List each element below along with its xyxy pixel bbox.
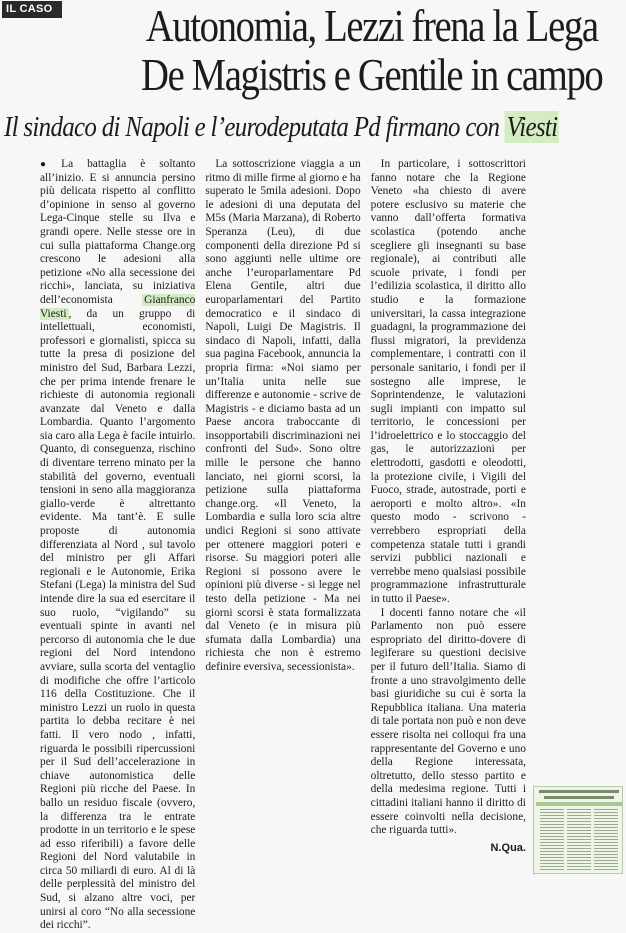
- article-column-2: [205, 158, 360, 858]
- article-column-3: [371, 158, 526, 858]
- subheadline-text: Il sindaco di Napoli e l’eurodeputata Pd firmano con: [4, 111, 505, 143]
- article-paragraph-2: La sottoscrizione viaggia a un ritmo di mille firme al giorno e ha superato le 5mila adesioni. Dopo le adesioni di una deputata del M5s (Maria Marzana), di Roberto Speranza (Leu), di due componenti della direzione Pd si sono aggiunti nelle ultime ore anche l’europarlamentare Pd Elena Gentile, altri due europarlamentari del Partito democratico e il sindaco di Napoli, Luigi De Magistris. Il sindaco di Napoli, infatti, dalla sua pagina Facebook, annuncia la propria firma: «Noi siamo per un’Italia unita nelle sue differenze e autonomie - scrive de Magistris - e diciamo basta ad un Paese ancora traboccante di insopportabili discriminazioni nei confronti del Sud». Sono oltre mille le persone che hanno lanciato, nei giorni scorsi, la petizione sulla piattaforma change.org. «Il Veneto, la Lombardia e sulla loro scia altre undici Regioni si sono attivate per ottenere maggiori poteri e risorse. Su maggiori poteri alle Regioni si possono avere le opinioni più diverse - si legge nel testo della petizione - Ma nei giorni scorsi è stata formalizzata dal Veneto (e in misura più sfumata dalla Lombardia) una richiesta che non è estremo definire eversiva, secessionista».: [205, 158, 361, 673]
- page-thumbnail: [533, 786, 623, 874]
- section-tag: IL CASO: [2, 1, 62, 18]
- bullet-icon: ●: [40, 159, 58, 170]
- article-paragraph-3: In particolare, i sottoscrittori fanno notare che la Regione Veneto «ha chiesto di avere potere esclusivo su materie che vanno dall’offerta formativa scolastica (potendo anche scegliere gli insegnanti su base regionale), ai contributi alle scuole private, i fondi per l’edilizia scolastica, il diritto allo studio e la formazione universitari, la cassa integrazione guadagni, la programmazione dei flussi migratori, la previdenza complementare, i contratti con il personale sanitario, i fondi per il sostegno alle imprese, le Soprintendenze, le valutazioni sugli impianti con impatto sul territorio, le concessioni per l’idroelettrico e lo stoccaggio del gas, le autorizzazioni per elettrodotti, gasdotti e oleodotti, la protezione civile, i Vigili del Fuoco, strade, autostrade, porti e aeroporti e molto altro». «In questo modo - scrivono - verrebbero espropriati della competenza statale tutti i grandi servizi pubblici nazionali e verrebbe meno qualsiasi possibile programmazione infrastrutturale in tutto il Paese».: [370, 158, 526, 605]
- article-column-1: [40, 158, 196, 932]
- headline-line-1: Autonomia, Lezzi frena la Lega: [145, 1, 598, 51]
- name-highlight: Gianfranco Viesti: [40, 293, 196, 320]
- headline: [118, 1, 603, 100]
- author-signature: N.Qua.: [490, 841, 526, 854]
- article-paragraph-4: I docenti fanno notare che «il Parlamento non può essere espropriato del diritto-dovere di legiferare su questioni decisive per il futuro dell’Italia. Siamo di fronte a uno stravolgimento delle basi giuridiche su cui è sorta la Repubblica italiana. Una materia di tale portata non può e non deve essere risolta nei colloqui fra una rappresentante del Governo e uno della Regione interessata, oltretutto, dello stesso partito e della medesima regione. Tutti i cittadini italiani hanno il diritto di essere coinvolti nella decisione, che riguarda tutti».: [370, 606, 526, 837]
- subheadline: [4, 110, 558, 144]
- article-body: [40, 158, 526, 932]
- article-paragraph-1: ● La battaglia è soltanto all’inizio. E si annuncia persino più delicata rispetto al conflitto d’opinione in senso al governo Lega-Cinque stelle su Ilva e grandi opere. Nelle stesse ore in cui sulla piattaforma Change.org crescono le adesioni alla petizione «No alla secessione dei ricchi», lanciata, su iniziativa dell’economista Gianfranco Viesti , da un gruppo di intellettuali, economisti, professori e giornalisti, spicca su tutte la presa di posizione del ministro del Sud, Barbara Lezzi, che per prima intende frenare le richieste di autonomia regionali avanzate dal Veneto e dalla Lombardia. Quanto l’argomento sia caro alla Lega è facile intuirlo. Quanto, di conseguenza, rischino di diventare terreno minato per la stabilità del governo, eventuali tensioni in seno alla maggioranza giallo-verde è altrettanto evidente. Ma tant’è. E sulle proposte di autonomia differenziata al Nord , sul tavolo del ministro per gli Affari regionali e le Autonomie, Erika Stefani (Lega) la ministra del Sud intende dire la sua ed esercitare il suo ruolo, “vigilando” su eventuali spinte in avanti nel percorso di autonomia che le due regioni del Nord intendono avviare, sulla scorta del ventaglio di modifiche che offre l’articolo 116 della Costituzione. Che il ministro Lezzi un ruolo in questa partita lo debba recitare è nei fatti. Il vero nodo , infatti, riguarda le possibili ripercussioni per il Sud dell’accelerazione in chiave autonomistica delle Regioni più ricche del Paese. In ballo un residuo fiscale (ovvero, la differenza tra le entrate prodotte in un territorio e le spese ad esso riferibili) a favore delle Regioni del Nord valutabile in circa 50 miliardi di euro. Al di là delle perplessità del ministro del Sud, si alzano altre voci, per unirsi al coro “No alla secessione dei ricchi”.: [40, 158, 196, 932]
- headline-line-2: De Magistris e Gentile in campo: [141, 50, 603, 100]
- subheadline-highlight: Viesti: [506, 111, 558, 143]
